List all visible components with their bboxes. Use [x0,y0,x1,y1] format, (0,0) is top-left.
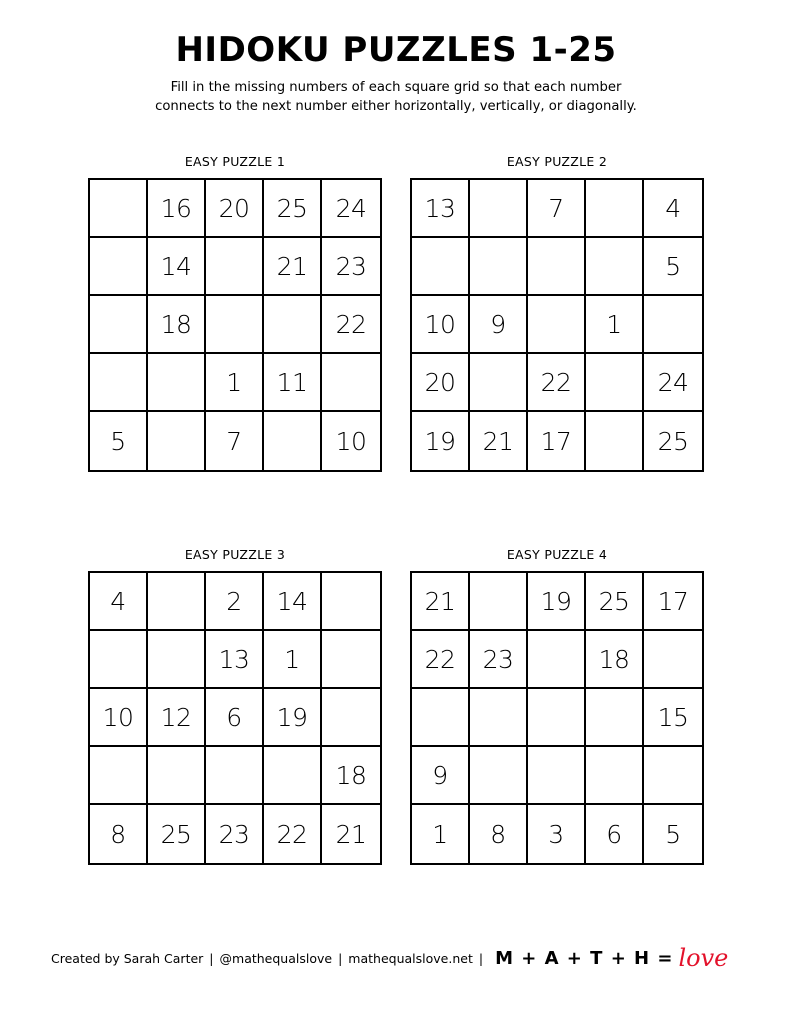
grid-cell[interactable] [470,689,528,747]
grid-cell[interactable] [470,180,528,238]
grid-cell[interactable]: 21 [470,412,528,470]
grid-cell[interactable] [528,296,586,354]
puzzle-label: EASY PUZZLE 4 [506,547,608,562]
grid-cell[interactable] [264,296,322,354]
grid-cell[interactable]: 22 [528,354,586,412]
grid-cell[interactable]: 18 [586,631,644,689]
grid-cell[interactable] [148,354,206,412]
grid-cell[interactable] [528,631,586,689]
grid-cell[interactable]: 20 [206,180,264,238]
grid-cell[interactable]: 21 [264,238,322,296]
grid-cell[interactable]: 25 [586,573,644,631]
grid-cell[interactable]: 25 [657,426,689,456]
grid-cell[interactable]: 9 [470,296,528,354]
grid-cell[interactable] [148,412,206,470]
grid-cell[interactable]: 10 [90,689,148,747]
grid-cell[interactable]: 8 [470,805,528,863]
grid-cell[interactable]: 7 [528,180,586,238]
grid-cell[interactable] [412,689,470,747]
grid-cell[interactable] [470,354,528,412]
puzzle-grid [88,571,382,865]
grid-cell[interactable] [90,747,148,805]
footer-separator: | [338,950,343,966]
instructions-line-1: Fill in the missing numbers of each square grid so that each number [170,80,622,95]
grid-cell[interactable] [148,573,206,631]
grid-cell[interactable]: 17 [644,573,702,631]
brand-word: M + A + T + H = [495,947,674,969]
grid-cell[interactable]: 1 [586,296,644,354]
grid-cell[interactable]: 5 [644,238,702,296]
grid-cell[interactable] [90,180,148,238]
grid-cell[interactable]: 23 [322,238,380,296]
grid-cell[interactable] [644,296,702,354]
grid-cell[interactable] [264,747,322,805]
grid-cell[interactable]: 11 [264,354,322,412]
grid-cell[interactable]: 19 [412,412,470,470]
grid-cell[interactable]: 19 [528,573,586,631]
puzzle-grid [88,178,382,472]
grid-cell[interactable]: 4 [90,573,148,631]
grid-cell[interactable] [322,354,380,412]
grid-cell[interactable] [528,689,586,747]
grid-cell[interactable]: 10 [335,426,367,456]
grid-cell[interactable] [90,238,148,296]
grid-cell[interactable]: 23 [470,631,528,689]
grid-cell[interactable] [586,747,644,805]
grid-cell[interactable]: 13 [206,631,264,689]
footer-website: mathequalslove.net [348,950,473,966]
puzzle-label: EASY PUZZLE 2 [506,154,608,169]
grid-cell[interactable] [586,180,644,238]
grid-cell[interactable] [322,631,380,689]
grid-cell[interactable]: 3 [528,805,586,863]
grid-cell[interactable]: 16 [148,180,206,238]
grid-cell[interactable]: 19 [264,689,322,747]
grid-cell[interactable] [470,747,528,805]
puzzle-grid [410,178,704,472]
grid-cell[interactable]: 22 [322,296,380,354]
grid-cell[interactable] [206,238,264,296]
grid-cell[interactable]: 14 [148,238,206,296]
grid-cell[interactable] [528,238,586,296]
brand-love: love [678,944,729,972]
grid-cell[interactable]: 18 [148,296,206,354]
instructions [96,78,696,116]
grid-cell[interactable]: 24 [644,354,702,412]
puzzle-label: EASY PUZZLE 3 [184,547,286,562]
grid-cell[interactable] [148,631,206,689]
grid-cell[interactable]: 4 [644,180,702,238]
grid-cell[interactable]: 21 [412,573,470,631]
grid-cell[interactable] [90,296,148,354]
puzzle-label: EASY PUZZLE 1 [184,154,286,169]
grid-cell[interactable] [470,238,528,296]
footer-separator: | [478,950,484,966]
grid-cell[interactable] [264,412,322,470]
footer [51,944,728,972]
grid-cell[interactable]: 24 [322,180,380,238]
grid-cell[interactable]: 22 [412,631,470,689]
grid-cell[interactable]: 13 [412,180,470,238]
grid-cell[interactable]: 18 [322,747,380,805]
grid-cell[interactable]: 12 [148,689,206,747]
grid-cell[interactable]: 10 [412,296,470,354]
grid-cell[interactable] [644,747,702,805]
grid-cell[interactable]: 5 [665,819,681,849]
grid-cell[interactable] [586,238,644,296]
grid-cell[interactable]: 2 [206,573,264,631]
grid-cell[interactable] [586,689,644,747]
grid-cell[interactable] [90,631,148,689]
puzzle-2 [410,154,704,472]
grid-cell[interactable]: 22 [264,805,322,863]
puzzle-1 [88,154,382,472]
grid-cell[interactable] [644,631,702,689]
footer-separator: | [209,950,214,966]
grid-cell[interactable] [206,296,264,354]
footer-credit: Created by Sarah Carter [51,950,204,966]
grid-cell[interactable]: 15 [644,689,702,747]
grid-cell[interactable] [322,689,380,747]
puzzle-3 [88,547,382,865]
grid-cell[interactable]: 9 [412,747,470,805]
grid-cell[interactable]: 1 [264,631,322,689]
grid-cell[interactable] [322,573,380,631]
grid-cell[interactable]: 1 [206,354,264,412]
grid-cell[interactable]: 23 [206,805,264,863]
grid-cell[interactable] [528,747,586,805]
grid-cell[interactable] [586,354,644,412]
grid-cell[interactable]: 1 [412,805,470,863]
puzzle-4 [410,547,704,865]
grid-cell[interactable] [586,412,644,470]
puzzle-grid [410,571,704,865]
grid-cell[interactable]: 21 [335,819,367,849]
grid-cell[interactable] [470,573,528,631]
grid-cell[interactable] [412,238,470,296]
grid-cell[interactable]: 14 [264,573,322,631]
grid-cell[interactable] [148,747,206,805]
grid-cell[interactable]: 25 [148,805,206,863]
grid-cell[interactable]: 17 [528,412,586,470]
grid-cell[interactable]: 20 [412,354,470,412]
grid-cell[interactable]: 7 [206,412,264,470]
footer-handle: @mathequalslove [219,950,333,966]
instructions-line-2: connects to the next number either horizontally, vertically, or diagonally. [155,99,637,114]
brand-logo [495,944,728,972]
grid-cell[interactable]: 25 [264,180,322,238]
grid-cell[interactable] [90,354,148,412]
grid-cell[interactable]: 5 [90,412,148,470]
page-title: HIDOKU PUZZLES 1-25 [175,30,617,70]
grid-cell[interactable] [206,747,264,805]
grid-cell[interactable]: 8 [90,805,148,863]
grid-cell[interactable]: 6 [586,805,644,863]
grid-cell[interactable]: 6 [206,689,264,747]
